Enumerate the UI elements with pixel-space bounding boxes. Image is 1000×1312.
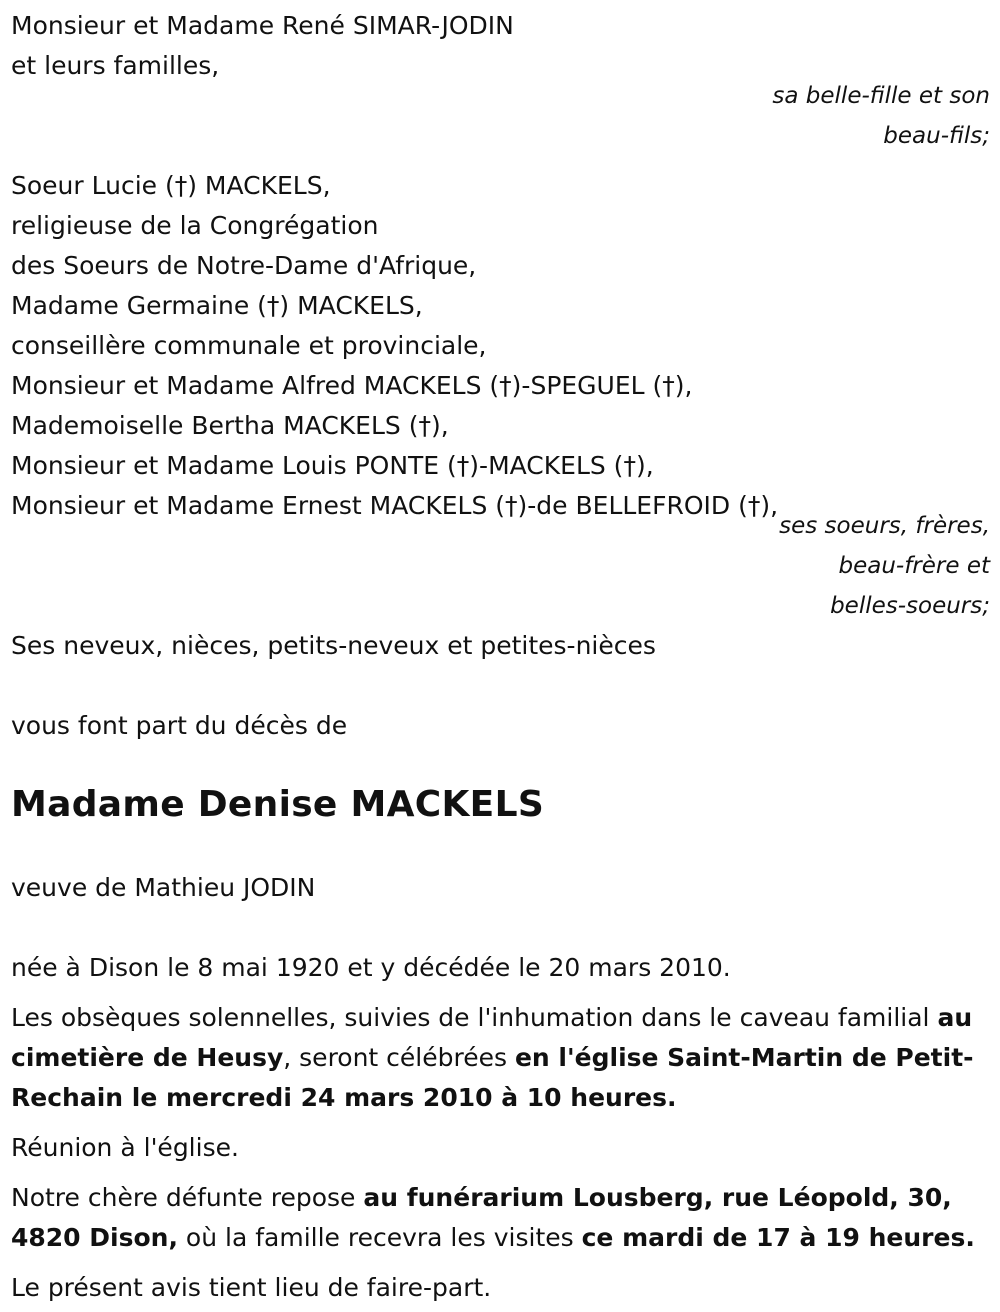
- birth-death-text: née à Dison le 8 mai 1920 et y décédée le 20 mars 2010.: [11, 953, 731, 982]
- family-line: Monsieur et Madame Alfred MACKELS (†)-SPEGUEL (†),: [11, 371, 693, 400]
- nephews-line: Ses neveux, nièces, petits-neveux et petites-nièces: [11, 631, 656, 660]
- family-line: Monsieur et Madame Louis PONTE (†)-MACKELS (†),: [11, 451, 654, 480]
- deceased-name: Madame Denise MACKELS: [11, 784, 545, 825]
- family-line: conseillère communale et provinciale,: [11, 331, 487, 360]
- rest-paragraph: [11, 1178, 990, 1258]
- family-line: Soeur Lucie (†) MACKELS,: [11, 171, 331, 200]
- closing-text: Le présent avis tient lieu de faire-part.: [11, 1273, 492, 1302]
- funeral-paragraph: [11, 998, 990, 1118]
- family-line: Monsieur et Madame Ernest MACKELS (†)-de BELLEFROID (†),: [11, 491, 779, 520]
- family-group-simar-jodin: [11, 6, 990, 156]
- funeral-home-address: au funérarium Lousberg, rue Léopold, 30, 4820 Dison,: [11, 1183, 952, 1252]
- family-group-mackels: [11, 166, 990, 626]
- ceremony-details: en l'église Saint-Martin de Petit-Rechain le mercredi 24 mars 2010 à 10 heures.: [11, 1043, 974, 1112]
- reunion-text: Réunion à l'église.: [11, 1133, 239, 1162]
- visiting-hours: ce mardi de 17 à 19 heures.: [581, 1223, 975, 1252]
- cemetery-text: au cimetière de Heusy: [11, 1003, 973, 1072]
- family-line: religieuse de la Congrégation: [11, 211, 379, 240]
- relation-label: beau-frère et: [838, 553, 990, 579]
- relation-label: ses soeurs, frères,: [779, 513, 990, 539]
- widow-of-text: veuve de Mathieu JODIN: [11, 873, 316, 902]
- family-line: Madame Germaine (†) MACKELS,: [11, 291, 423, 320]
- family-line: Mademoiselle Bertha MACKELS (†),: [11, 411, 449, 440]
- rest-text: Notre chère défunte repose: [11, 1183, 364, 1212]
- family-line: Monsieur et Madame René SIMAR-JODIN: [11, 11, 514, 40]
- relation-label: beau-fils;: [883, 123, 990, 149]
- announcement-text: vous font part du décès de: [11, 711, 348, 740]
- funeral-text: , seront célébrées: [283, 1043, 515, 1072]
- relation-label: sa belle-fille et son: [772, 83, 990, 109]
- relation-label: belles-soeurs;: [830, 593, 990, 619]
- family-line: des Soeurs de Notre-Dame d'Afrique,: [11, 251, 477, 280]
- family-line: et leurs familles,: [11, 51, 220, 80]
- rest-text: où la famille recevra les visites: [177, 1223, 582, 1252]
- funeral-text: Les obsèques solennelles, suivies de l'inhumation dans le caveau familial: [11, 1003, 938, 1032]
